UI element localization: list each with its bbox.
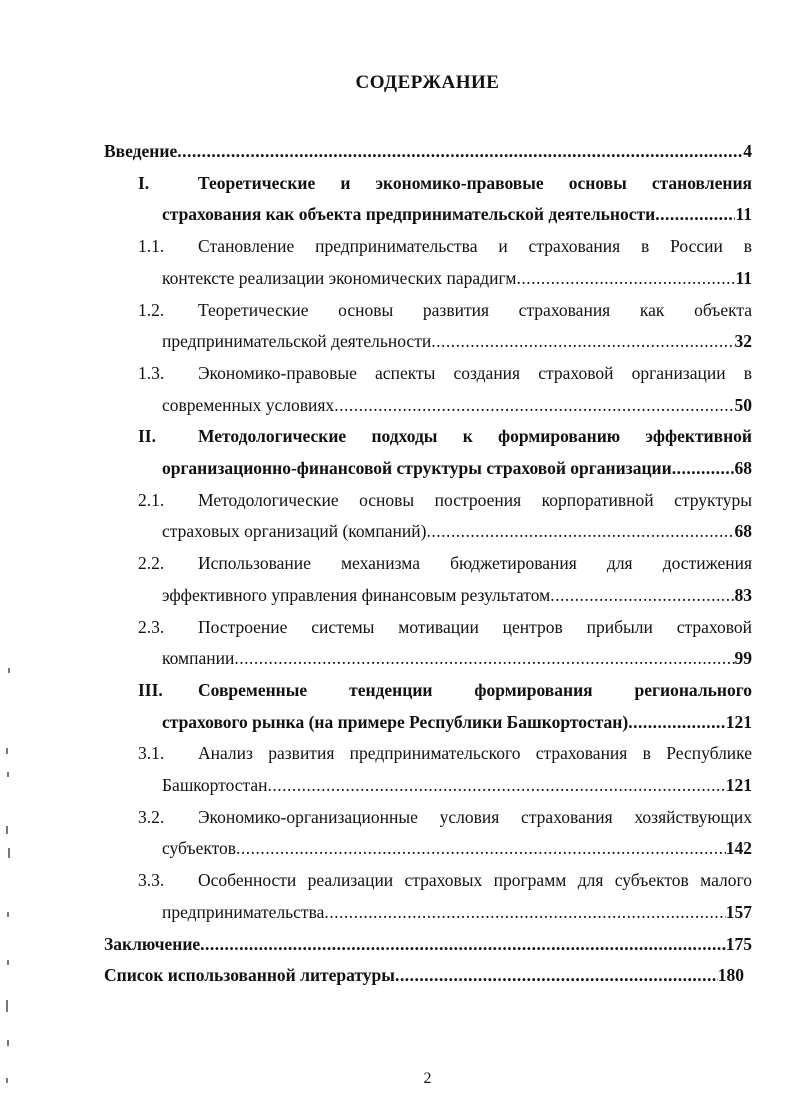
toc-entry-number: I. [138,172,150,193]
leader-dots [200,929,726,961]
scan-mark [7,960,9,965]
leader-dots [426,516,734,548]
toc-page-number: 175 [725,933,752,954]
scan-mark [7,912,9,917]
toc-entry-number: 3.1. [138,743,165,764]
toc-entry-text: Методологические подходы к формированию эффективной [198,426,752,447]
toc-entry-section-3-3[interactable] [104,865,752,928]
toc-entry-section-3-2[interactable] [104,802,752,865]
toc-page-number: 11 [735,267,752,288]
page-number: 2 [423,1070,432,1087]
scan-mark [7,772,9,777]
toc-entry-label: Список использованной литературы [104,965,395,986]
leader-dots [516,263,735,295]
toc-entry-text-cont: предпринимательской деятельности [162,331,432,352]
toc-entry-section-1-3[interactable] [104,358,752,421]
toc-entry-chapter-1[interactable] [104,168,752,231]
toc-entry-section-3-1[interactable] [104,738,752,801]
scan-edge-marks [0,0,20,1106]
toc-entry-text-cont: предпринимательства [162,901,325,922]
toc-entry-section-2-3[interactable] [104,612,752,675]
toc-entry-number: 3.2. [138,806,165,827]
toc-entry-number: 3.3. [138,870,165,891]
toc-page-number: 68 [734,521,752,542]
leader-dots [334,390,734,422]
toc-entry-text: Экономико-правовые аспекты создания страховой организации в [198,362,752,383]
toc-entry-number: 1.3. [138,362,165,383]
toc-entry-text-cont: эффективного управления финансовым результатом [162,584,551,605]
leader-dots [395,960,718,992]
toc-entry-number: 2.2. [138,553,165,574]
scan-mark [6,748,8,754]
toc-page-number: 32 [734,331,752,352]
leader-dots [672,453,735,485]
toc-entry-chapter-3[interactable] [104,675,752,738]
toc-entry-label: Заключение [104,933,201,954]
toc-entry-text: Теоретические и экономико-правовые основы становления [198,172,752,193]
toc-entry-number: II. [138,426,156,447]
toc-page-number: 99 [734,648,752,669]
toc-entry-number: 1.1. [138,236,165,257]
leader-dots [550,580,734,612]
toc-page-number: 180 [717,965,744,986]
toc-entry-section-1-2[interactable] [104,295,752,358]
scan-mark [7,1040,9,1046]
scan-mark [6,1000,8,1012]
toc-entry-text-cont: организационно-финансовой структуры страховой организации [162,458,672,479]
leader-dots [431,326,734,358]
leader-dots [236,833,726,865]
toc-entry-chapter-2[interactable] [104,421,752,484]
toc-entry-text: Экономико-организационные условия страхования хозяйствующих [198,806,752,827]
toc-entry-number: 2.3. [138,616,165,637]
leader-dots [268,770,726,802]
toc-entry-text: Анализ развития предпринимательского страхования в Республике [198,743,752,764]
toc-entry-number: 2.1. [138,489,165,510]
toc-entry-text: Построение системы мотивации центров прибыли страховой [198,616,752,637]
toc-entry-text-cont: страховых организаций (компаний) [162,521,427,542]
leader-dots [177,136,743,168]
toc-entry-number: III. [138,679,163,700]
toc-page-number: 4 [743,141,752,161]
toc-entry-text: Особенности реализации страховых программ для субъектов малого [198,870,752,891]
toc-entry-text: Становление предпринимательства и страхования в России в [198,236,752,257]
leader-dots [628,707,726,739]
toc-entry-conclusion[interactable] [104,929,752,961]
toc-page-number: 11 [735,204,752,225]
toc-entry-references[interactable] [104,960,752,992]
toc-entry-section-2-2[interactable] [104,548,752,611]
toc-entry-text-cont: страхования как объекта предпринимательской деятельности [162,204,656,225]
page-title: СОДЕРЖАНИЕ [355,72,500,93]
leader-dots [324,897,725,929]
toc-entry-text: Методологические основы построения корпоративной структуры [198,489,752,510]
toc-entry-text: Современные тенденции формирования регионального [198,679,752,700]
toc-entry-text-cont: компании [162,648,235,669]
toc-entry-number: 1.2. [138,299,165,320]
scan-mark [6,826,8,834]
toc-entry-text-cont: контексте реализации экономических парадигм [162,267,517,288]
toc-page-number: 157 [725,901,752,922]
leader-dots [655,199,735,231]
toc-entry-section-1-1[interactable] [104,231,752,294]
toc-page-number: 121 [725,711,752,732]
scan-mark [8,668,10,673]
scan-mark [6,1078,8,1083]
toc-page-number: 142 [725,838,752,859]
toc-page-number: 50 [734,394,752,415]
toc-entry-text-cont: Башкортостан [162,775,268,796]
toc-entry-text-cont: субъектов [162,838,237,859]
toc-entry-text-cont: современных условиях [162,394,335,415]
toc-entry-text: Использование механизма бюджетирования для достижения [198,553,752,574]
toc-entry-text-cont: страхового рынка (на примере Республики Башкортостан) [162,711,629,732]
toc-page-number: 83 [734,584,752,605]
toc-entry-text: Теоретические основы развития страхования как объекта [198,299,752,320]
toc-page-number: 121 [725,775,752,796]
table-of-contents [104,136,752,992]
toc-entry-label: Введение [104,141,178,161]
leader-dots [234,643,734,675]
toc-entry-intro[interactable] [104,136,752,168]
toc-entry-section-2-1[interactable] [104,485,752,548]
scan-mark [8,848,10,858]
toc-page-number: 68 [734,458,752,479]
